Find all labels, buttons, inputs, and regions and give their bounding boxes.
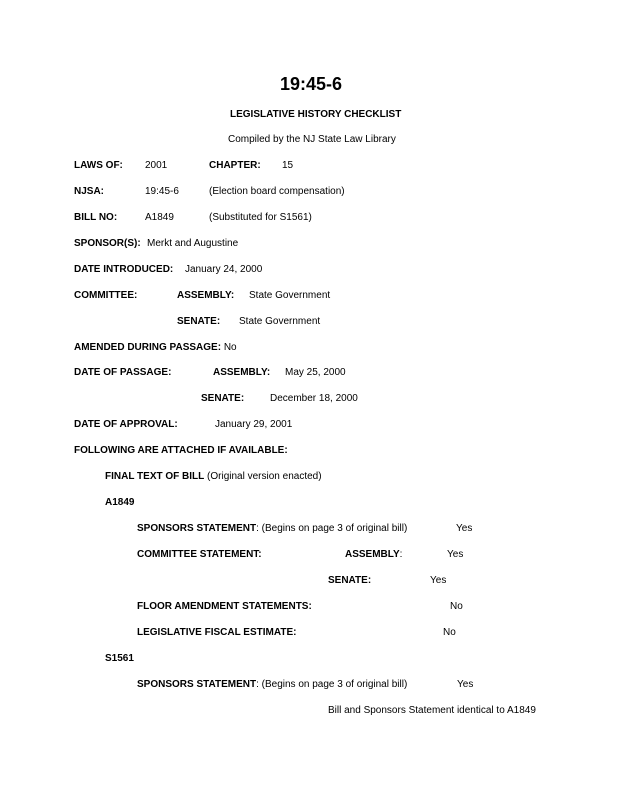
- passage-senate-label: SENATE:: [201, 393, 245, 404]
- s1561-sponsors-statement-row: [137, 679, 407, 691]
- laws-of-label: LAWS OF:: [74, 160, 123, 171]
- a1849-committee-assembly-value: Yes: [447, 549, 464, 560]
- sponsors-value: Merkt and Augustine: [147, 238, 239, 249]
- a1849-floor-amendment-label: FLOOR AMENDMENT STATEMENTS:: [137, 601, 312, 612]
- committee-label: COMMITTEE:: [74, 290, 138, 301]
- date-of-approval-value: January 29, 2001: [215, 419, 293, 430]
- date-of-approval-label: DATE OF APPROVAL:: [74, 419, 178, 430]
- a1849-fiscal-estimate-value: No: [443, 627, 456, 638]
- njsa-note: (Election board compensation): [209, 186, 345, 197]
- s1561-label: S1561: [105, 653, 134, 664]
- final-text-note: (Original version enacted): [207, 471, 322, 482]
- njsa-value: 19:45-6: [145, 186, 179, 197]
- bill-no-note: (Substituted for S1561): [209, 212, 312, 223]
- date-introduced-value: January 24, 2000: [185, 264, 263, 275]
- committee-assembly-label: ASSEMBLY:: [177, 290, 235, 301]
- checklist-title: LEGISLATIVE HISTORY CHECKLIST: [230, 109, 402, 120]
- committee-senate-value: State Government: [239, 316, 321, 327]
- committee-assembly-value: State Government: [249, 290, 331, 301]
- date-introduced-label: DATE INTRODUCED:: [74, 264, 174, 275]
- compiled-by: Compiled by the NJ State Law Library: [228, 134, 396, 145]
- njsa-label: NJSA:: [74, 186, 105, 197]
- sponsors-label: SPONSOR(S):: [74, 238, 141, 249]
- s1561-sponsors-statement-value: Yes: [457, 679, 474, 690]
- laws-of-value: 2001: [145, 160, 168, 171]
- committee-senate-label: SENATE:: [177, 316, 221, 327]
- a1849-label: A1849: [105, 497, 135, 508]
- passage-assembly-label: ASSEMBLY:: [213, 367, 271, 378]
- bill-no-label: BILL NO:: [74, 212, 118, 223]
- amended-value: No: [223, 342, 237, 353]
- a1849-sponsors-statement-value: Yes: [456, 523, 473, 534]
- a1849-committee-assembly-label: ASSEMBLY: [345, 549, 400, 560]
- chapter-value: 15: [282, 160, 294, 171]
- s1561-sponsors-statement-label: SPONSORS STATEMENT: [137, 679, 257, 690]
- date-of-passage-label: DATE OF PASSAGE:: [74, 367, 172, 378]
- a1849-floor-amendment-value: No: [450, 601, 463, 612]
- final-text-row: [105, 471, 322, 483]
- bill-no-value: A1849: [145, 212, 174, 223]
- passage-senate-value: December 18, 2000: [270, 393, 358, 404]
- s1561-identical-note: Bill and Sponsors Statement identical to A1849: [328, 705, 536, 716]
- a1849-fiscal-estimate-label: LEGISLATIVE FISCAL ESTIMATE:: [137, 627, 297, 638]
- final-text-label: FINAL TEXT OF BILL: [105, 471, 205, 482]
- a1849-committee-assembly-colon: :: [399, 549, 403, 560]
- a1849-sponsors-statement-row: [137, 523, 407, 535]
- a1849-sponsors-statement-label: SPONSORS STATEMENT: [137, 523, 257, 534]
- a1849-committee-senate-label: SENATE:: [328, 575, 372, 586]
- amended-row: [74, 342, 237, 354]
- s1561-sponsors-statement-note: : (Begins on page 3 of original bill): [256, 679, 408, 690]
- a1849-committee-senate-value: Yes: [430, 575, 447, 586]
- following-attached-label: FOLLOWING ARE ATTACHED IF AVAILABLE:: [74, 445, 288, 456]
- a1849-committee-statement-label: COMMITTEE STATEMENT:: [137, 549, 262, 560]
- statute-title: 19:45-6: [280, 74, 343, 94]
- a1849-committee-assembly-row: [345, 549, 402, 561]
- a1849-sponsors-statement-note: : (Begins on page 3 of original bill): [256, 523, 408, 534]
- passage-assembly-value: May 25, 2000: [285, 367, 346, 378]
- amended-label: AMENDED DURING PASSAGE:: [74, 342, 222, 353]
- chapter-label: CHAPTER:: [209, 160, 261, 171]
